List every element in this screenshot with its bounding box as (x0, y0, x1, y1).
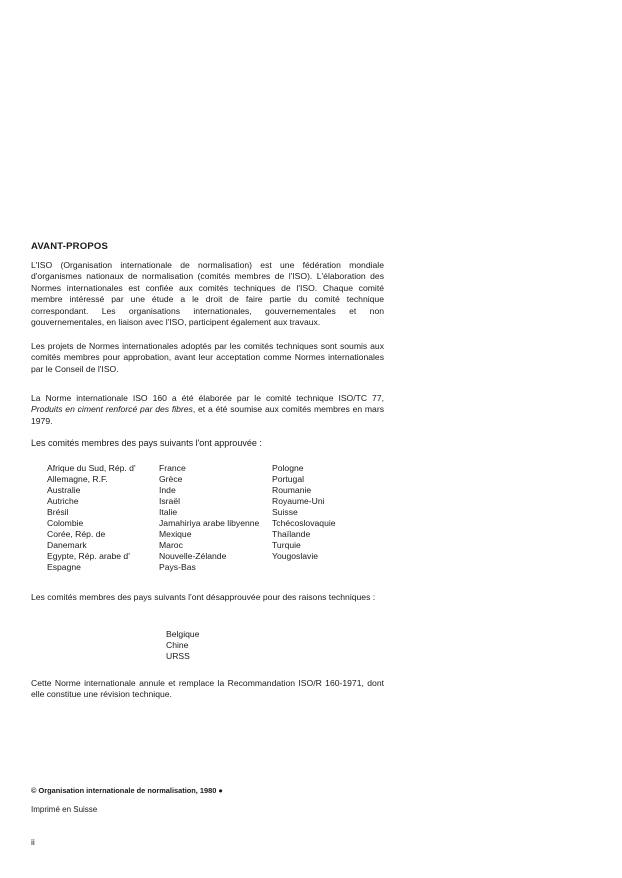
printed-in-notice: Imprimé en Suisse (31, 805, 98, 814)
approved-intro: Les comités membres des pays suivants l'ont approuvée : (31, 438, 262, 448)
approved-column-3 (272, 463, 336, 562)
norm-text-part2: , et a été soumise aux comités membres en mars 1979. (31, 404, 384, 426)
country-item: URSS (166, 651, 190, 661)
country-item: Roumanie (272, 485, 312, 495)
country-item: Espagne (47, 562, 81, 572)
country-item: Danemark (47, 540, 87, 550)
country-item: Israël (159, 496, 181, 506)
country-item: Chine (166, 640, 189, 650)
country-item: Nouvelle-Zélande (159, 551, 227, 561)
country-item: Thaïlande (272, 529, 311, 539)
country-item: Inde (159, 485, 176, 495)
country-item: Mexique (159, 529, 192, 539)
copyright-notice: © Organisation internationale de normalisation, 1980 ● (31, 786, 223, 795)
country-item: Yougoslavie (272, 551, 319, 561)
page-heading: AVANT-PROPOS (31, 241, 108, 252)
country-item: Maroc (159, 540, 183, 550)
country-item: Italie (159, 507, 178, 517)
disapproved-countries-list (166, 629, 199, 662)
approved-column-2 (159, 463, 259, 573)
disapproved-intro: Les comités membres des pays suivants l'ont désapprouvée pour des raisons techniques : (31, 592, 376, 602)
country-item: Egypte, Rép. arabe d' (47, 551, 130, 561)
country-item: France (159, 463, 186, 473)
country-item: Royaume-Uni (272, 496, 325, 506)
approved-column-1 (47, 463, 136, 573)
country-item: Allemagne, R.F. (47, 474, 108, 484)
country-item: Portugal (272, 474, 305, 484)
country-item: Colombie (47, 518, 84, 528)
country-item: Tchécoslovaquie (272, 518, 336, 528)
country-item: Corée, Rép. de (47, 529, 106, 539)
replaces-paragraph: Cette Norme internationale annule et remplace la Recommandation ISO/R 160-1971, dont elle constitue une révision technique. (31, 678, 384, 700)
country-item: Jamahiriya arabe libyenne (159, 518, 260, 528)
projects-paragraph: Les projets de Normes internationales adoptés par les comités techniques sont soumis aux comités membres pour approbation, avant leur acceptation comme Normes internationales par le Conseil de l'ISO. (31, 341, 384, 374)
intro-paragraph: L'ISO (Organisation internationale de normalisation) est une fédération mondiale d'organismes nationaux de normalisation (comités membres de l'ISO). L'élaboration des Normes internationales est confiée aux comités techniques de l'ISO. Chaque comité membre intéressé par une étude a le droit de faire partie du comité technique correspondant. Les organisations internationales, gouvernementales et non gouvernementales, en liaison avec l'ISO, participent également aux travaux. (31, 260, 384, 328)
country-item: Afrique du Sud, Rép. d' (47, 463, 136, 473)
norm-title: Produits en ciment renforcé par des fibres (31, 404, 193, 415)
norm-paragraph (31, 393, 384, 427)
country-item: Grèce (159, 474, 183, 484)
country-item: Turquie (272, 540, 301, 550)
country-item: Australie (47, 485, 81, 495)
country-item: Pologne (272, 463, 304, 473)
page-number: ii (31, 837, 35, 847)
country-item: Suisse (272, 507, 298, 517)
country-item: Brésil (47, 507, 69, 517)
country-item: Pays-Bas (159, 562, 196, 572)
norm-text-part1: La Norme internationale ISO 160 a été élaborée par le comité technique ISO/TC 77, (31, 393, 384, 403)
country-item: Belgique (166, 629, 200, 639)
country-item: Autriche (47, 496, 79, 506)
